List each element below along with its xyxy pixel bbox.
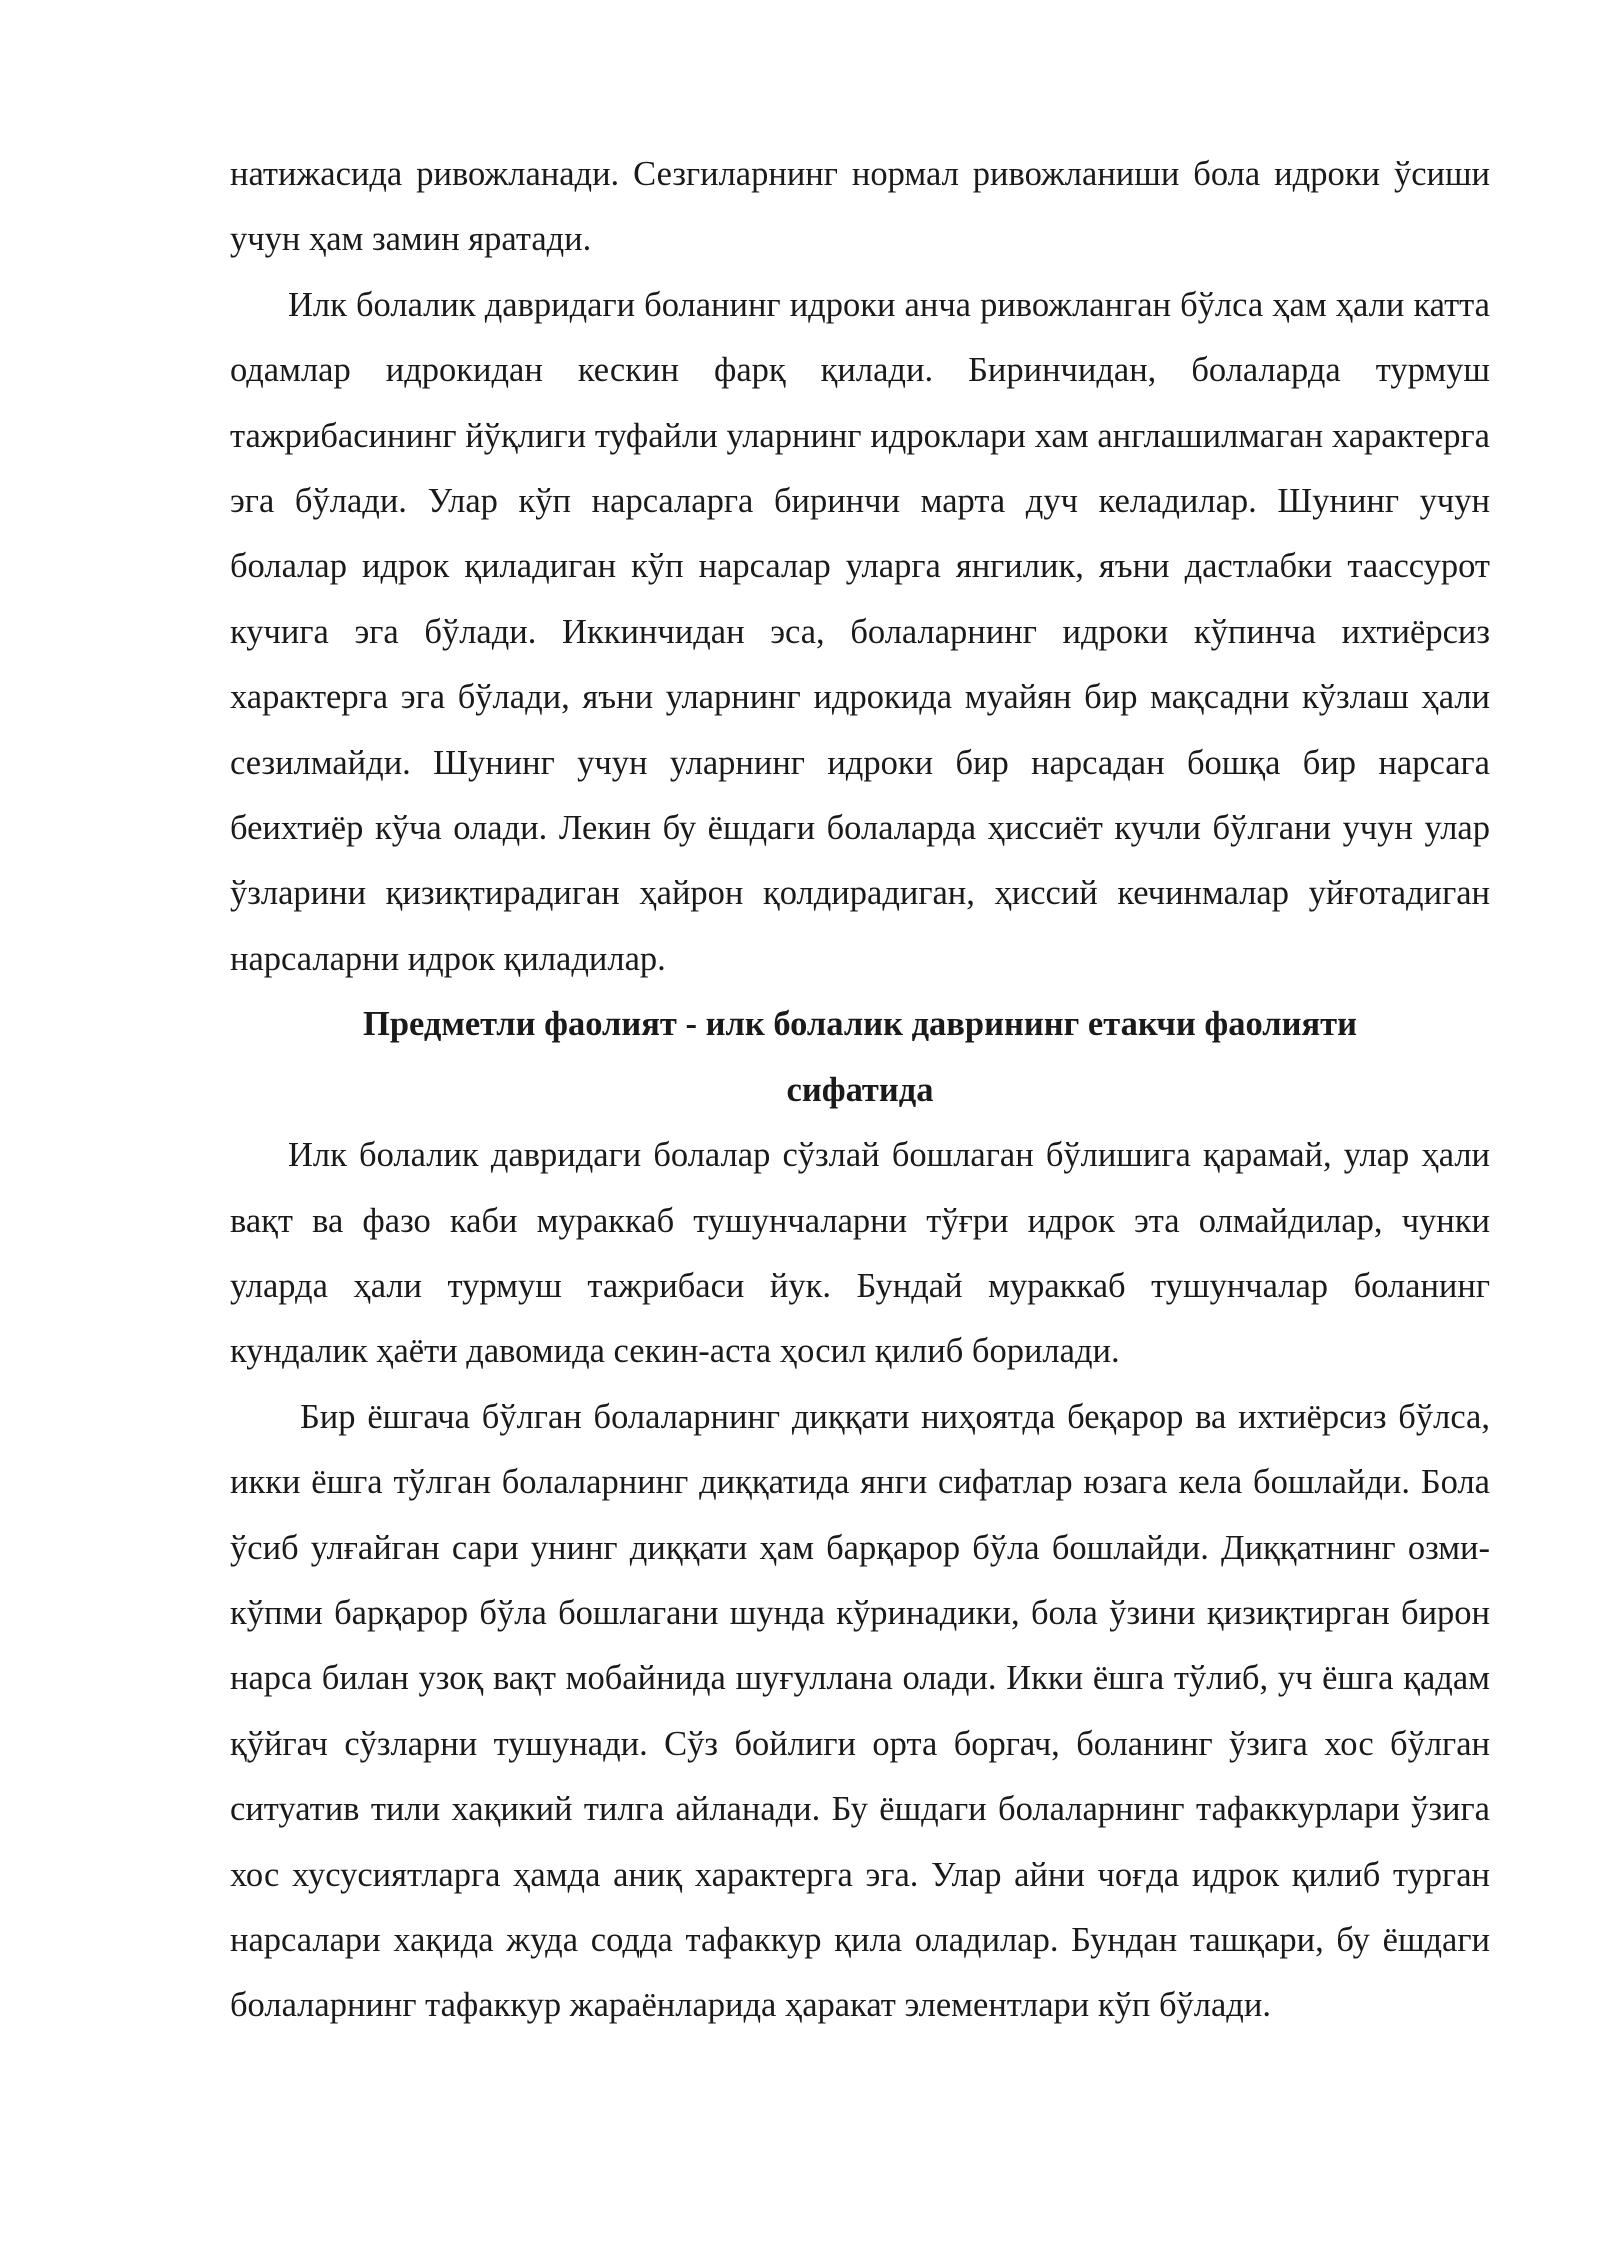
paragraph-attention-development: Бир ёшгача бўлган болаларнинг диққати ниҳоятда беқарор ва ихтиёрсиз бўлса, икки ёшга тўлган болаларнинг диққатида янги сифатлар юзага кела бошлайди. Бола ўсиб улғайган сари унинг диққати ҳам барқарор бўла бошлайди. Диққатнинг озми-кўпми барқарор бўла бошлагани шунда кўринадики, бола ўзини қизиқтирган бирон нарса билан узоқ вақт мобайнида шуғуллана олади. Икки ёшга тўлиб, уч ёшга қадам қўйгач сўзларни тушунади. Сўз бойлиги орта боргач, боланинг ўзига хос бўлган ситуатив тили хақикий тилга айланади. Бу ёшдаги болаларнинг тафаккурлари ўзига хос хусусиятларга ҳамда аниқ характерга эга. Улар айни чоғда идрок қилиб турган нарсалари хақида жуда содда тафаккур қила оладилар. Бундан ташқари, бу ёшдаги болаларнинг тафаккур жараёнларида ҳаракат элементлари кўп бўлади. (230, 1397, 1490, 2025)
document-page (230, 142, 1490, 2039)
paragraph-continuation: натижасида ривожланади. Сезгиларнинг нормал ривожланиши бола идроки ўсиши учун ҳам замин яратади. (230, 155, 1490, 259)
paragraph-time-space-concepts: Илк болалик давридаги болалар сўзлай бошлаган бўлишига қарамай, улар ҳали вақт ва фазо каби мураккаб тушунчаларни тўғри идрок эта олмайдилар, чунки уларда ҳали турмуш тажрибаси йук. Бундай мураккаб тушунчалар боланинг кундалик ҳаёти давомида секин-аста ҳосил қилиб борилади. (230, 1136, 1490, 1371)
paragraph-early-childhood-perception: Илк болалик давридаги боланинг идроки анча ривожланган бўлса ҳам ҳали катта одамлар идрокидан кескин фарқ қилади. Биринчидан, болаларда турмуш тажрибасининг йўқлиги туфайли уларнинг идроклари хам англашилмаган характерга эга бўлади. Улар кўп нарсаларга биринчи марта дуч келадилар. Шунинг учун болалар идрок қиладиган кўп нарсалар уларга янгилик, яъни дастлабки таассурот кучига эга бўлади. Иккинчидан эса, болаларнинг идроки кўпинча ихтиёрсиз характерга эга бўлади, яъни уларнинг идрокида муайян бир мақсадни кўзлаш ҳали сезилмайди. Шунинг учун уларнинг идроки бир нарсадан бошқа бир нарсага беихтиёр кўча олади. Лекин бу ёшдаги болаларда ҳиссиёт кучли бўлгани учун улар ўзларини қизиқтирадиган ҳайрон қолдирадиган, ҳиссий кечинмалар уйғотадиган нарсаларни идрок қиладилар. (230, 285, 1490, 978)
section-heading: Предметли фаолият - илк болалик даврининг етакчи фаолияти сифатида (363, 1005, 1357, 1109)
